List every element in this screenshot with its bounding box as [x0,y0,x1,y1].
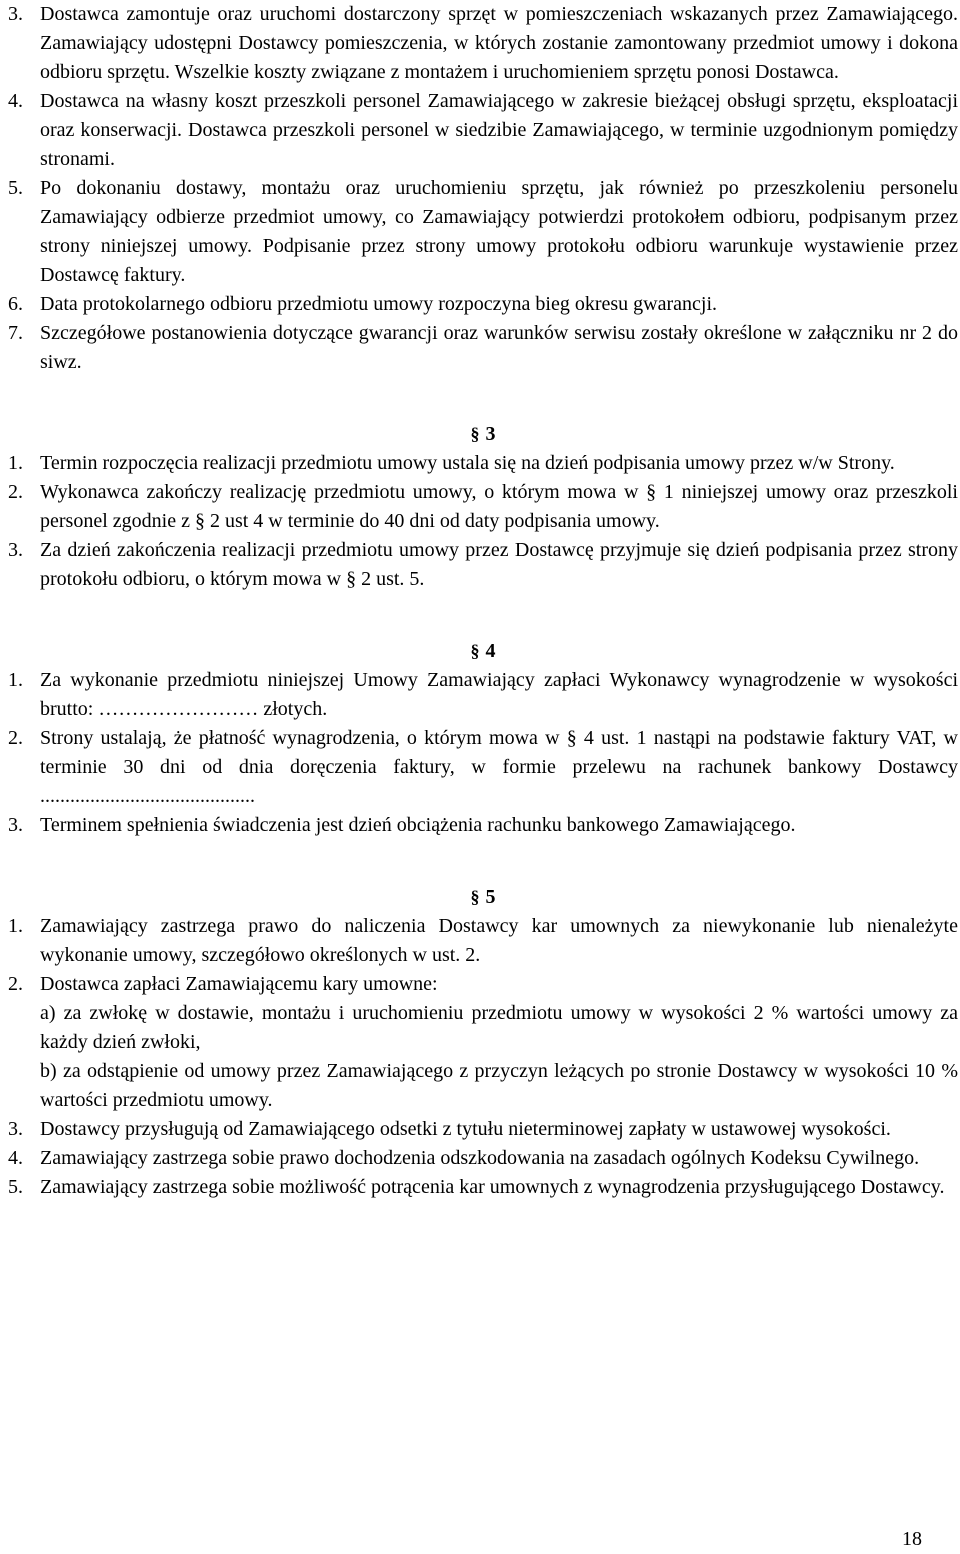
clause-text: Termin rozpoczęcia realizacji przedmiotu umowy ustala się na dzień podpisania umowy przez w/w Strony. [40,452,895,474]
clause-number: 3. [8,539,23,561]
clause-text: Dostawca zamontuje oraz uruchomi dostarczony sprzęt w pomieszczeniach wskazanych przez Zamawiającego. Zamawiający udostępni Dostawcy pomieszczenia, w których zostanie zamontowany przedmiot umowy i dokona odbioru sprzętu. Wszelkie koszty związane z montażem i uruchomieniem sprzętu ponosi Dostawca. [40,3,958,83]
clause-number: 1. [8,669,23,691]
clause-number: 5. [8,177,23,199]
clause-5-4 [8,1144,958,1173]
clause-number: 2. [8,481,23,503]
clause-number: 1. [8,452,23,474]
section-5-heading [8,883,958,912]
clause-2-3 [8,0,958,87]
spacer [8,594,958,637]
clause-text: Za wykonanie przedmiotu niniejszej Umowy Zamawiający zapłaci Wykonawcy wynagrodzenie w wysokości brutto: …………………… złotych. [40,669,958,720]
section-number: 5 [485,886,496,908]
clause-4-3 [8,811,958,840]
clause-number: 3. [8,1118,23,1140]
clause-5-1 [8,912,958,970]
clause-number: 7. [8,322,23,344]
page-number: 18 [902,1528,922,1550]
clause-text: Szczegółowe postanowienia dotyczące gwarancji oraz warunków serwisu zostały określone w załączniku nr 2 do siwz. [40,322,958,373]
section-number: 4 [485,640,496,662]
clause-2-4 [8,87,958,174]
clause-text: Dostawca zapłaci Zamawiającemu kary umowne: [40,973,438,995]
clause-3-3 [8,536,958,594]
clause-text: Zamawiający zastrzega prawo do naliczenia Dostawcy kar umownych za niewykonanie lub nienależyte wykonanie umowy, szczegółowo określonych w ust. 2. [40,915,958,966]
clause-text: Data protokolarnego odbioru przedmiotu umowy rozpoczyna bieg okresu gwarancji. [40,293,718,315]
clause-text: Dostawca na własny koszt przeszkoli personel Zamawiającego w zakresie bieżącej obsługi sprzętu, eksploatacji oraz konserwacji. Dostawca przeszkoli personel w siedzibie Zamawiającego, w terminie uzgodnionym pomiędzy stronami. [40,90,958,170]
clause-5-2 [8,970,958,1115]
clause-number: 2. [8,973,23,995]
clause-text: Zamawiający zastrzega sobie możliwość potrącenia kar umownych z wynagrodzenia przysługującego Dostawcy. [40,1176,945,1198]
sub-clause-a: a) za zwłokę w dostawie, montażu i uruchomieniu przedmiotu umowy w wysokości 2 % wartości umowy za każdy dzień zwłoki, [40,1002,958,1053]
clause-number: 2. [8,727,23,749]
spacer [8,840,958,883]
clause-3-2 [8,478,958,536]
clause-text: Po dokonaniu dostawy, montażu oraz uruchomieniu sprzętu, jak również po przeszkoleniu personelu Zamawiający odbierze przedmiot umowy, co Zamawiający potwierdzi protokołem odbioru, podpisanym przez strony niniejszej umowy. Podpisanie przez strony umowy protokołu odbioru warunkuje wystawienie przez Dostawcę faktury. [40,177,958,286]
clause-text: Strony ustalają, że płatność wynagrodzenia, o którym mowa w § 4 ust. 1 nastąpi na podstawie faktury VAT, w terminie 30 dni od dnia doręczenia faktury, w formie przelewu na rachunek bankowy Dostawcy ........................................... [40,727,958,807]
clause-4-2 [8,724,958,811]
section-4-heading [8,637,958,666]
clause-2-7 [8,319,958,377]
spacer [8,377,958,420]
clause-text: Za dzień zakończenia realizacji przedmiotu umowy przez Dostawcę przyjmuje się dzień podpisania przez strony protokołu odbioru, o którym mowa w § 2 ust. 5. [40,539,958,590]
paragraph-sign: § [470,424,480,444]
clause-text: Terminem spełnienia świadczenia jest dzień obciążenia rachunku bankowego Zamawiającego. [40,814,796,836]
clause-2-5 [8,174,958,290]
clause-text: Dostawcy przysługują od Zamawiającego odsetki z tytułu nieterminowej zapłaty w ustawowej wysokości. [40,1118,891,1140]
clause-5-3 [8,1115,958,1144]
clause-number: 4. [8,90,23,112]
section-3-heading [8,420,958,449]
clause-number: 3. [8,814,23,836]
document-body [8,0,958,1202]
paragraph-sign: § [470,641,480,661]
clause-text: Zamawiający zastrzega sobie prawo dochodzenia odszkodowania na zasadach ogólnych Kodeksu Cywilnego. [40,1147,920,1169]
section-number: 3 [485,423,496,445]
clause-4-1 [8,666,958,724]
clause-body [40,970,958,1115]
clause-number: 1. [8,915,23,937]
clause-number: 6. [8,293,23,315]
clause-2-6 [8,290,958,319]
sub-clause-b: b) za odstąpienie od umowy przez Zamawiającego z przyczyn leżących po stronie Dostawcy w wysokości 10 % wartości przedmiotu umowy. [40,1060,958,1111]
clause-text: Wykonawca zakończy realizację przedmiotu umowy, o którym mowa w § 1 niniejszej umowy oraz przeszkoli personel zgodnie z § 2 ust 4 w terminie do 40 dni od daty podpisania umowy. [40,481,958,532]
clause-3-1 [8,449,958,478]
clause-number: 5. [8,1176,23,1198]
clause-number: 3. [8,3,23,25]
clause-number: 4. [8,1147,23,1169]
clause-5-5 [8,1173,958,1202]
paragraph-sign: § [470,887,480,907]
